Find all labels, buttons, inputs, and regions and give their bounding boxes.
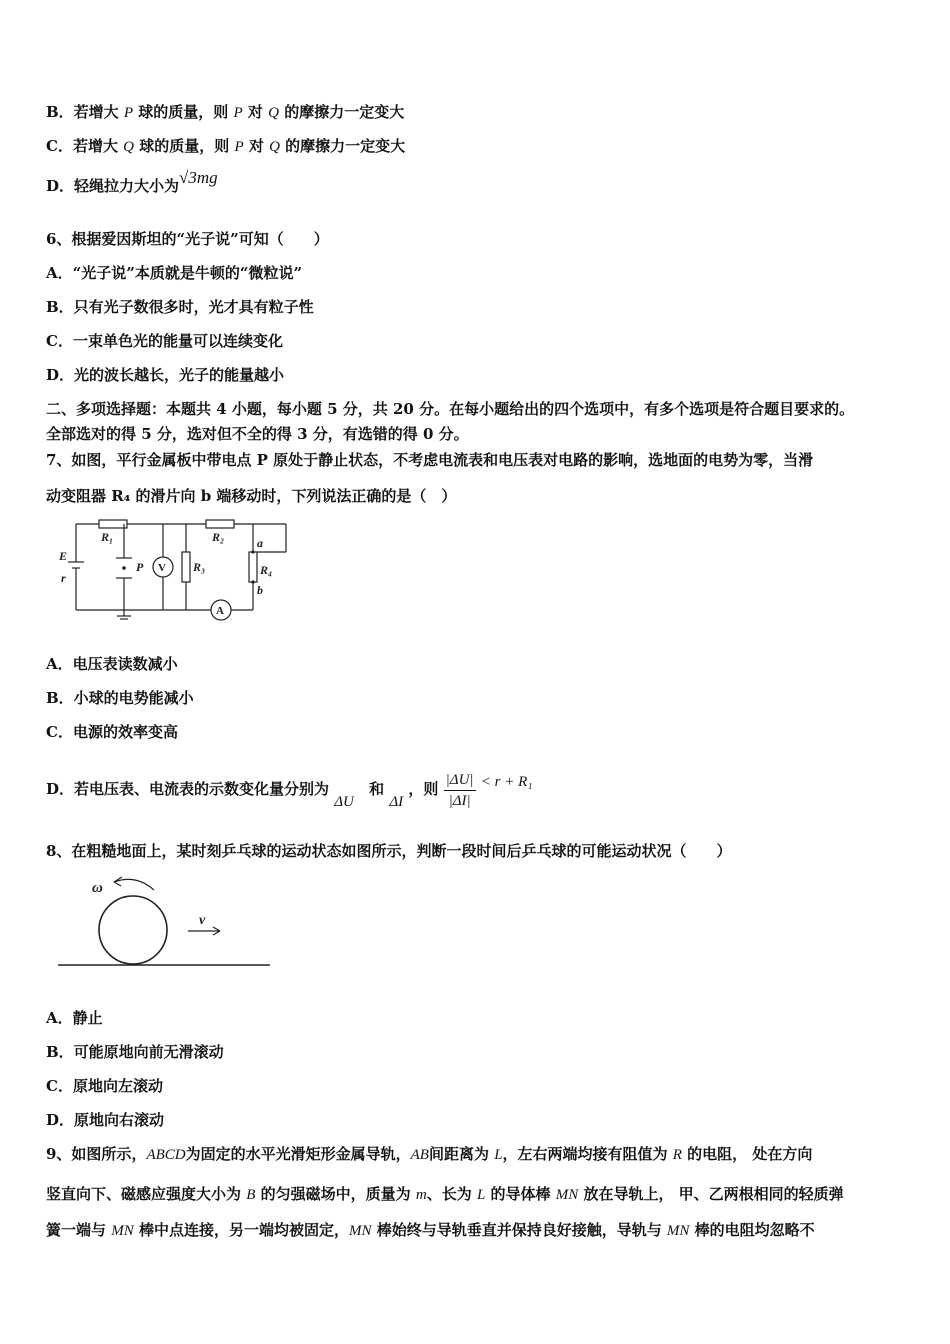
q8-ball-figure — [56, 872, 272, 968]
q5-b-text: B．若增大 — [46, 103, 124, 121]
var-mn: MN — [555, 1187, 579, 1203]
inequality-rhs: < r + R₁ — [480, 774, 533, 790]
label-e: E — [59, 549, 68, 563]
label-a: A — [216, 605, 224, 617]
var-m: m — [415, 1187, 427, 1203]
var-l: L — [494, 1147, 503, 1163]
var-p: P — [123, 105, 134, 121]
q9-stem-line2 — [46, 1184, 844, 1205]
q6-stem: 6、根据爱因斯坦的“光子说”可知（ ） — [46, 230, 329, 248]
delta-i: ΔI — [389, 794, 404, 810]
q8-option-c: C．原地向左滚动 — [46, 1077, 163, 1095]
q7-circuit-diagram — [46, 514, 306, 626]
q8-stem: 8、在粗糙地面上，某时刻乒乓球的运动状态如图所示，判断一段时间后乒乓球的可能运动状况（ ） — [46, 842, 732, 860]
q9-text: 簧一端与 — [46, 1221, 112, 1239]
label-r: r — [61, 571, 66, 585]
q9-text: 棒的电阻均忽略不 — [689, 1221, 815, 1239]
q7-stem-line2: 动变阻器 R₄ 的滑片向 b 端移动时，下列说法正确的是（ ） — [46, 487, 457, 505]
var-q: Q — [123, 139, 135, 155]
q9-text: 棒中点连接，另一端均被固定， — [133, 1221, 349, 1239]
ping-pong-ball — [99, 896, 167, 964]
r2-resistor — [206, 520, 234, 528]
q5-option-d — [46, 168, 218, 196]
q9-text: 9、如图所示， — [46, 1145, 147, 1163]
q9-text: 竖直向下、磁感应强度大小为 — [46, 1185, 247, 1203]
fraction-numerator: |ΔU| — [444, 770, 476, 791]
q6-option-c: C．一束单色光的能量可以连续变化 — [46, 332, 283, 350]
q9-stem-line3 — [46, 1220, 815, 1241]
label-v: v — [199, 913, 206, 928]
var-l: L — [476, 1187, 486, 1203]
q6-option-d: D．光的波长越长，光子的能量越小 — [46, 366, 285, 384]
q9-text: 的匀强磁场中，质量为 — [255, 1185, 416, 1203]
delta-u: ΔU — [334, 794, 354, 810]
label-r3: R₃ — [193, 560, 206, 574]
var-b: B — [246, 1187, 256, 1203]
label-r2: R₂ — [212, 530, 225, 544]
q9-text: 、长为 — [426, 1185, 477, 1203]
q5-c-text: 对 — [243, 137, 270, 155]
q7-d-and: 和 — [369, 780, 385, 798]
var-p: P — [233, 105, 243, 121]
rotation-arrow — [114, 879, 154, 890]
q9-text: ，左右两端均接有阻值为 — [502, 1145, 673, 1163]
q7-option-d — [46, 766, 533, 813]
q5-d-text: D．轻绳拉力大小为 — [46, 177, 180, 195]
q6-option-a: A．“光子说”本质就是牛顿的“微粒说” — [46, 264, 303, 282]
label-b-terminal: b — [257, 583, 263, 597]
section-header-line1: 二、多项选择题：本题共 4 小题，每小题 5 分，共 20 分。在每小题给出的四个选项中，有多个选项是符合题目要求的。 — [46, 400, 855, 418]
q9-text: 间距离为 — [428, 1145, 495, 1163]
q7-option-b: B．小球的电势能减小 — [46, 689, 194, 707]
q9-stem-line1 — [46, 1144, 812, 1165]
label-v: V — [158, 562, 166, 574]
charge-point-p — [122, 566, 126, 570]
q5-option-c — [46, 136, 405, 157]
var-r: R — [672, 1147, 682, 1163]
q9-text: 棒始终与导轨垂直并保持良好接触，导轨与 — [371, 1221, 667, 1239]
var-p: P — [234, 139, 244, 155]
r4-resistor — [249, 552, 257, 582]
q8-option-a: A．静止 — [46, 1009, 103, 1027]
label-r1: R₁ — [101, 530, 114, 544]
fraction-denominator: |ΔI| — [448, 792, 471, 809]
q9-text: 为固定的水平光滑矩形金属导轨， — [185, 1145, 411, 1163]
var-mn: MN — [666, 1223, 690, 1239]
r1-resistor — [99, 520, 127, 528]
label-r4: R₄ — [260, 563, 273, 577]
q9-text: 放在导轨上， 甲、乙两根相同的轻质弹 — [578, 1185, 844, 1203]
section-header-line2: 全部选对的得 5 分，选对但不全的得 3 分，有选错的得 0 分。 — [46, 425, 469, 443]
q5-b-text: 对 — [242, 103, 269, 121]
sqrt3-mg-formula: √3mg — [179, 168, 218, 187]
q9-text: 的导体棒 — [485, 1185, 556, 1203]
q9-text: 的电阻， 处在方向 — [681, 1145, 813, 1163]
var-abcd: ABCD — [146, 1147, 186, 1163]
q5-b-text: 的摩擦力一定变大 — [279, 103, 405, 121]
r3-resistor — [182, 552, 190, 582]
var-mn: MN — [348, 1223, 372, 1239]
var-q: Q — [269, 139, 280, 155]
q8-option-b: B．可能原地向前无滑滚动 — [46, 1043, 224, 1061]
q5-c-text: 的摩擦力一定变大 — [279, 137, 406, 155]
q8-option-d: D．原地向右滚动 — [46, 1111, 165, 1129]
var-mn: MN — [111, 1223, 134, 1239]
var-ab: AB — [410, 1147, 429, 1163]
q5-c-text: C．若增大 — [46, 137, 124, 155]
label-a-terminal: a — [257, 536, 263, 550]
q7-stem-line1: 7、如图，平行金属板中带电点 P 原处于静止状态，不考虑电流表和电压表对电路的影响，选地面的电势为零，当滑 — [46, 451, 814, 469]
var-q: Q — [268, 105, 279, 121]
q7-d-text: D．若电压表、电流表的示数变化量分别为 — [46, 780, 330, 798]
q5-b-text: 球的质量，则 — [133, 103, 234, 121]
ratio-fraction — [444, 770, 476, 811]
label-omega: ω — [92, 880, 103, 896]
q7-option-c: C．电源的效率变高 — [46, 723, 178, 741]
q5-c-text: 球的质量，则 — [134, 137, 235, 155]
q6-option-b: B．只有光子数很多时，光才具有粒子性 — [46, 298, 314, 316]
label-p: P — [136, 560, 144, 574]
q5-option-b — [46, 102, 404, 123]
q7-d-then: ，则 — [408, 780, 439, 798]
q7-option-a: A．电压表读数减小 — [46, 655, 178, 673]
